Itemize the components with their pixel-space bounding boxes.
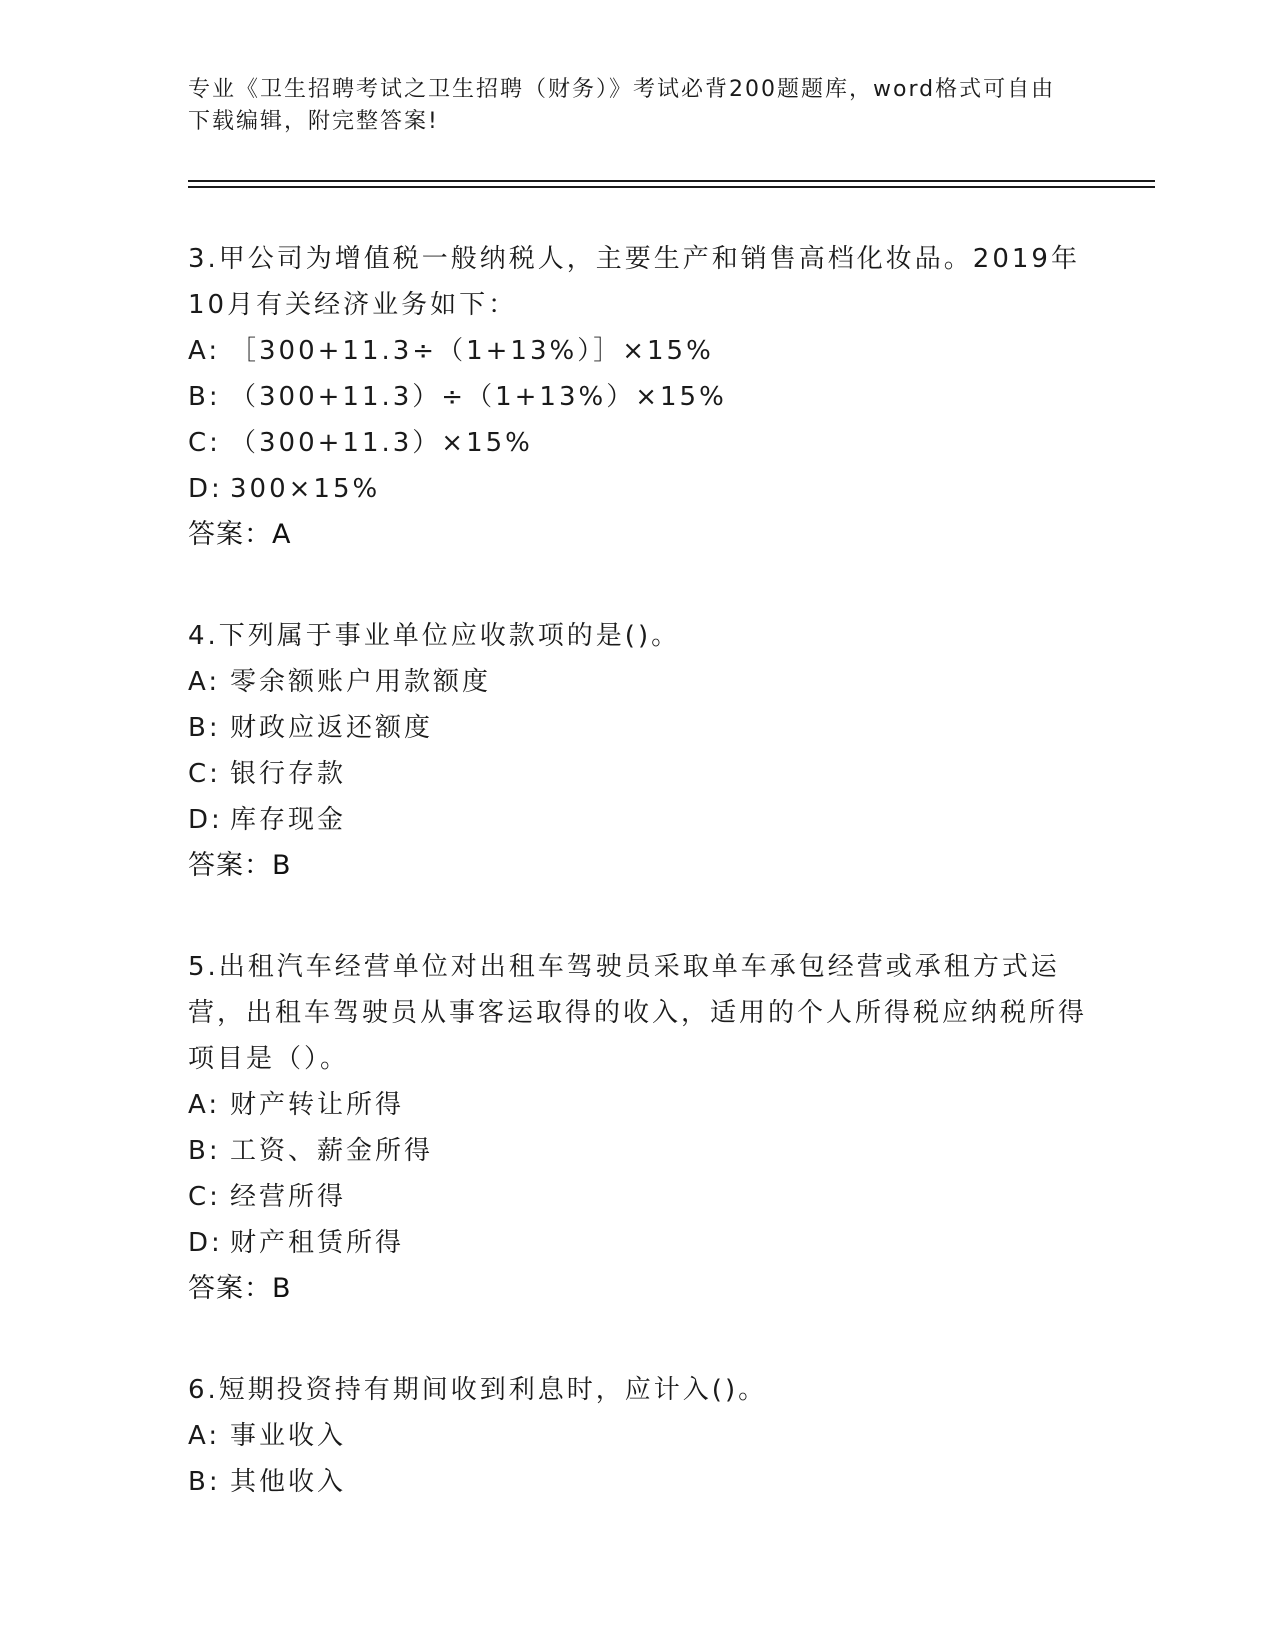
answer-line: 答案：B xyxy=(188,1273,292,1304)
question-5 xyxy=(188,944,1088,1312)
document-intro: 专业《卫生招聘考试之卫生招聘（财务）》考试必背200题题库，word格式可自由下载编辑，附完整答案! xyxy=(188,77,1056,134)
option-text: 财产转让所得 xyxy=(230,1090,405,1120)
option-text: 事业收入 xyxy=(230,1421,347,1451)
option-letter: A: xyxy=(188,667,221,697)
option-letter: A: xyxy=(188,336,221,366)
answer-line: 答案：B xyxy=(188,850,292,881)
option-letter: C: xyxy=(188,428,221,458)
option-letter: A: xyxy=(188,1090,221,1120)
question-6 xyxy=(188,1367,1088,1505)
option-b xyxy=(188,1459,1088,1505)
option-text: 工资、薪金所得 xyxy=(230,1136,434,1166)
option-d xyxy=(188,797,1088,843)
option-b xyxy=(188,1128,1088,1174)
option-c xyxy=(188,420,1088,466)
option-letter: B: xyxy=(188,382,221,412)
option-text: 300×15% xyxy=(230,474,381,504)
question-stem: 3.甲公司为增值税一般纳税人，主要生产和销售高档化妆品。2019年10月有关经济业务如下： xyxy=(188,244,1080,320)
option-letter: B: xyxy=(188,1136,221,1166)
question-stem: 4.下列属于事业单位应收款项的是()。 xyxy=(188,621,681,651)
option-b xyxy=(188,374,1088,420)
question-4 xyxy=(188,613,1088,889)
option-letter: B: xyxy=(188,713,221,743)
option-b xyxy=(188,705,1088,751)
option-text: 零余额账户用款额度 xyxy=(230,667,492,697)
option-text: 其他收入 xyxy=(230,1467,347,1497)
question-stem: 5.出租汽车经营单位对出租车驾驶员采取单车承包经营或承租方式运营，出租车驾驶员从事客运取得的收入，适用的个人所得税应纳税所得项目是（）。 xyxy=(188,952,1088,1074)
option-c xyxy=(188,1174,1088,1220)
option-letter: D: xyxy=(188,474,223,504)
option-d xyxy=(188,1220,1088,1266)
option-text: 经营所得 xyxy=(230,1182,347,1212)
option-a xyxy=(188,1082,1088,1128)
header-divider-bottom xyxy=(188,186,1155,188)
option-a xyxy=(188,659,1088,705)
header-divider-top xyxy=(188,180,1155,182)
option-letter: C: xyxy=(188,1182,221,1212)
option-text: （300+11.3）÷（1+13%）×15% xyxy=(230,382,727,412)
option-a xyxy=(188,1413,1088,1459)
option-c xyxy=(188,751,1088,797)
option-a xyxy=(188,328,1088,374)
option-text: 库存现金 xyxy=(230,805,347,835)
option-letter: C: xyxy=(188,759,221,789)
option-text: 银行存款 xyxy=(230,759,347,789)
answer-line: 答案：A xyxy=(188,519,292,550)
option-letter: D: xyxy=(188,1228,223,1258)
option-text: ［300+11.3÷（1+13%）］×15% xyxy=(230,336,714,366)
option-letter: A: xyxy=(188,1421,221,1451)
question-stem: 6.短期投资持有期间收到利息时，应计入()。 xyxy=(188,1375,768,1405)
option-letter: D: xyxy=(188,805,223,835)
question-list xyxy=(188,236,1088,1560)
option-d xyxy=(188,466,1088,512)
option-letter: B: xyxy=(188,1467,221,1497)
option-text: 财产租赁所得 xyxy=(230,1228,405,1258)
question-3 xyxy=(188,236,1088,558)
option-text: （300+11.3）×15% xyxy=(230,428,533,458)
option-text: 财政应返还额度 xyxy=(230,713,434,743)
